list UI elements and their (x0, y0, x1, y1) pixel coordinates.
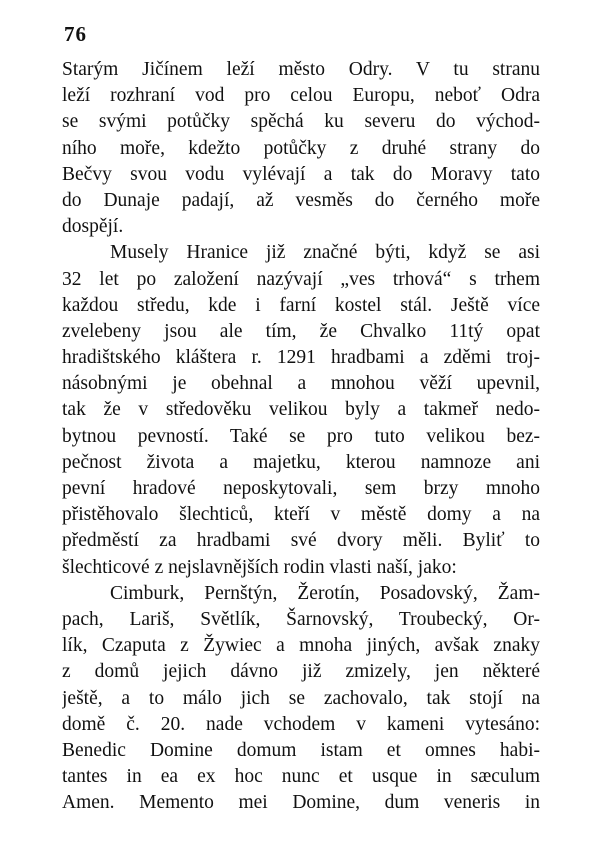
paragraph (62, 240, 540, 580)
text-line: Musely Hranice již značné býti, když se asi (110, 242, 540, 264)
paragraph (62, 57, 540, 240)
text-line: hradištského kláštera r. 1291 hradbami a zděmi troj- (62, 347, 540, 369)
text-line: zvelebeny jsou ale tím, že Chvalko 11tý opat (62, 320, 540, 342)
text-line: tantes in ea ex hoc nunc et usque in sæculum (62, 766, 540, 788)
text-line: pevní hradové neposkytovali, sem brzy mnoho (62, 478, 540, 499)
text-line: šlechticové z nejslavnějších rodin vlasti naší, jako: (62, 556, 457, 578)
text-line: každou středu, kde i farní kostel stál. Ještě více (62, 294, 540, 316)
text-line: ního moře, kdežto potůčky z druhé strany do (62, 137, 540, 159)
text-line: Bečvy svou vodu vylévají a tak do Moravy tato (62, 163, 540, 185)
text-line: se svými potůčky spěchá ku severu do východ- (62, 111, 540, 133)
text-line: dospějí. (62, 216, 124, 238)
text-line: tak že v středověku velikou byly a takmeř nedo- (62, 399, 540, 421)
text-line: násobnými je obehnal a mnohou věží upevnil, (62, 373, 540, 395)
text-line: z domů jejich dávno již zmizely, jen některé (62, 661, 540, 683)
text-line: přistěhovalo šlechticů, kteří v městě domy a na (62, 504, 540, 526)
page-number: 76 (64, 22, 87, 46)
text-line: pečnost života a majetku, kterou namnoze ani (62, 451, 540, 473)
text-line: 32 let po založení nazývají „ves trhová“ s trhem (62, 268, 540, 290)
text-line: pach, Lariš, Světlík, Šarnovský, Troubecký, Or- (62, 608, 540, 630)
text-line: Starým Jičínem leží město Odry. V tu stranu (62, 59, 540, 80)
text-line: domě č. 20. nade vchodem v kameni vytesáno: (62, 713, 540, 735)
text-line: bytnou pevností. Také se pro tuto velikou bez- (62, 425, 540, 447)
text-line: lík, Czaputa z Žywiec a mnoha jiných, avšak znaky (62, 635, 540, 657)
text-line: leží rozhraní vod pro celou Europu, neboť Odra (62, 85, 540, 107)
body-text (62, 57, 540, 816)
text-line: ještě, a to málo jich se zachovalo, tak stojí na (62, 687, 540, 709)
text-line: do Dunaje padají, až vesměs do černého moře (62, 189, 540, 211)
text-line: Cimburk, Pernštýn, Žerotín, Posadovský, Žam- (110, 582, 540, 604)
text-line: Amen. Memento mei Domine, dum veneris in (62, 792, 540, 814)
text-line: předměstí za hradbami své dvory měli. Byliť to (62, 530, 540, 552)
text-line: Benedic Domine domum istam et omnes habi- (62, 739, 540, 761)
paragraph (62, 581, 540, 817)
